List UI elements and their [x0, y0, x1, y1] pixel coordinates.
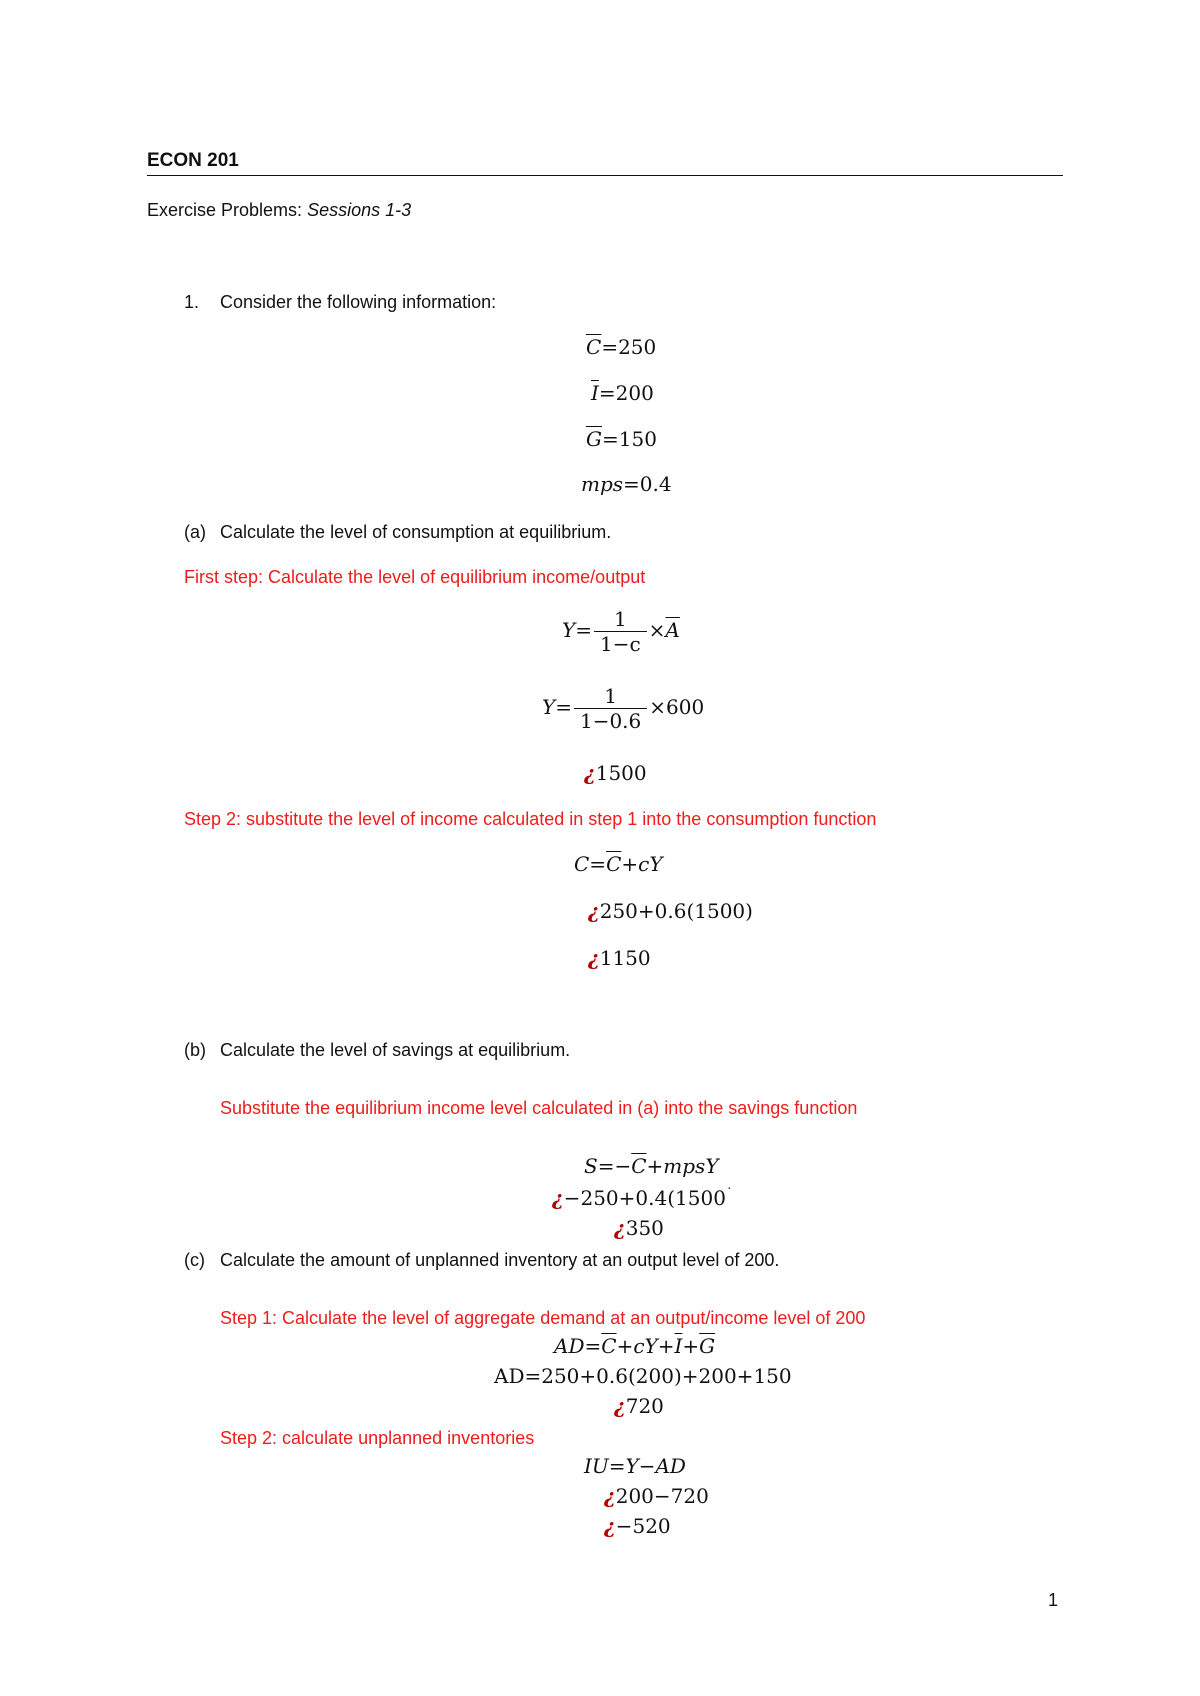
- savings-result: ¿350: [614, 1216, 664, 1240]
- aggregate-demand-result: ¿720: [614, 1394, 664, 1418]
- consumption-result: ¿1150: [588, 946, 651, 970]
- multiplier-formula: Y= $\frac{1}{1-c}$ $\times\overline{A}$: [562, 607, 680, 656]
- part-a-question: Calculate the level of consumption at equilibrium.: [220, 522, 612, 542]
- unplanned-inventory-substitution: ¿200−720: [604, 1484, 709, 1508]
- savings-substitution: ¿−250+0.4(1500˙: [552, 1186, 733, 1210]
- header-rule: [147, 175, 1063, 176]
- course-title: ECON 201: [147, 150, 239, 171]
- subtitle: [147, 200, 411, 221]
- consumption-substitution: ¿250+0.6(1500): [588, 899, 753, 923]
- given-mps: mps=0.4: [581, 472, 672, 496]
- given-investment: $\overline{I}=200$: [591, 381, 654, 405]
- unplanned-inventory-formula: IU=Y−AD: [584, 1454, 686, 1478]
- aggregate-demand-formula: $AD=\overline{C}+cY+\overline{I}+\overline{G}$: [554, 1334, 716, 1358]
- unplanned-inventory-result: ¿−520: [604, 1514, 671, 1538]
- part-b-question: Calculate the level of savings at equilibrium.: [220, 1040, 571, 1060]
- part-a-step1: First step: Calculate the level of equilibrium income/output: [184, 567, 646, 587]
- question-prompt: Consider the following information:: [220, 292, 497, 312]
- part-c-question: Calculate the amount of unplanned inventory at an output level of 200.: [220, 1250, 780, 1270]
- part-c-step1: Step 1: Calculate the level of aggregate demand at an output/income level of 200: [220, 1308, 866, 1328]
- part-c-label: (c): [184, 1250, 205, 1270]
- equilibrium-income: ¿1500: [584, 761, 647, 785]
- multiplier-numeric: Y= $\frac{1}{1-0.6}$ ×600: [542, 684, 705, 733]
- page-number: 1: [1048, 1590, 1059, 1610]
- subtitle-prefix: Exercise Problems:: [147, 200, 308, 220]
- part-a-label: (a): [184, 522, 206, 542]
- subtitle-italic: Sessions 1-3: [307, 200, 412, 220]
- question-number: 1.: [184, 292, 200, 312]
- savings-function: $S=-\overline{C}+mpsY$: [584, 1154, 719, 1178]
- part-b-label: (b): [184, 1040, 206, 1060]
- aggregate-demand-numeric: AD=250+0.6(200)+200+150: [494, 1364, 792, 1388]
- part-c-step2: Step 2: calculate unplanned inventories: [220, 1428, 535, 1448]
- part-a-step2: Step 2: substitute the level of income calculated in step 1 into the consumption function: [184, 809, 877, 829]
- given-government: $\overline{G}=150$: [586, 427, 657, 451]
- part-b-note: Substitute the equilibrium income level calculated in (a) into the savings function: [220, 1098, 858, 1118]
- consumption-function: $C=\overline{C}+cY$: [574, 852, 663, 876]
- given-autonomous-consumption: $\overline{C}=250$: [586, 335, 657, 359]
